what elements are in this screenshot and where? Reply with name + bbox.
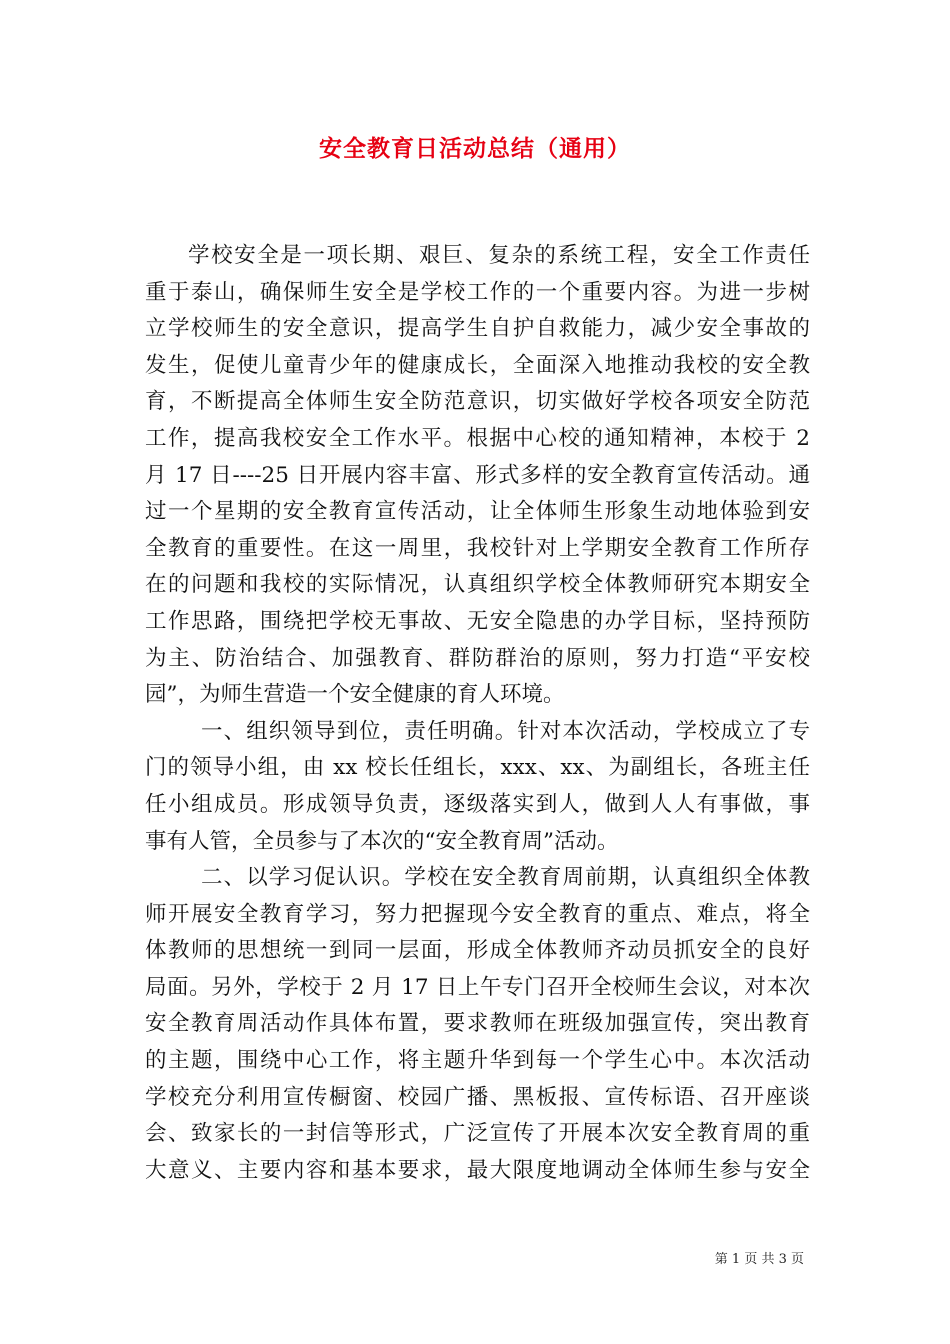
text-line: 二、以学习促认识。学校在安全教育周前期，认真组织全体教	[201, 865, 810, 891]
text-line: 在的问题和我校的实际情况，认真组织学校全体教师研究本期安全	[145, 572, 810, 598]
text-line: 过一个星期的安全教育宣传活动，让全体师生形象生动地体验到安	[145, 499, 810, 525]
text-line: 为主、防治结合、加强教育、群防群治的原则，努力打造“平安校	[145, 645, 810, 671]
text-line: 学校充分利用宣传橱窗、校园广播、黑板报、宣传标语、召开座谈	[145, 1084, 810, 1110]
text-line: 会、致家长的一封信等形式，广泛宣传了开展本次安全教育周的重	[145, 1121, 810, 1147]
text-line: 门的领导小组，由 xx 校长任组长，xxx、xx、为副组长，各班主任	[145, 755, 810, 781]
text-line: 育，不断提高全体师生安全防范意识，切实做好学校各项安全防范	[145, 389, 810, 415]
text-line: 全教育的重要性。在这一周里，我校针对上学期安全教育工作所存	[145, 535, 810, 561]
text-line: 的主题，围绕中心工作，将主题升华到每一个学生心中。本次活动	[145, 1048, 810, 1074]
text-line: 工作，提高我校安全工作水平。根据中心校的通知精神，本校于 2	[145, 425, 810, 451]
text-line: 月 17 日----25 日开展内容丰富、形式多样的安全教育宣传活动。通	[145, 462, 810, 488]
text-line: 重于泰山，确保师生安全是学校工作的一个重要内容。为进一步树	[145, 279, 810, 305]
text-line: 一、组织领导到位，责任明确。针对本次活动，学校成立了专	[201, 718, 810, 744]
text-line: 安全教育周活动作具体布置，要求教师在班级加强宣传，突出教育	[145, 1011, 810, 1037]
text-line: 学校安全是一项长期、艰巨、复杂的系统工程，安全工作责任	[188, 243, 810, 268]
document-body	[145, 238, 810, 1189]
text-line: 大意义、主要内容和基本要求，最大限度地调动全体师生参与安全	[145, 1157, 810, 1183]
text-line: 事有人管，全员参与了本次的“安全教育周”活动。	[145, 828, 619, 854]
text-line: 体教师的思想统一到同一层面，形成全体教师齐动员抓安全的良好	[145, 938, 810, 964]
page-number: 第 1 页 共 3 页	[714, 1252, 804, 1267]
text-line: 任小组成员。形成领导负责，逐级落实到人，做到人人有事做，事	[145, 791, 810, 817]
text-line: 园”，为师生营造一个安全健康的育人环境。	[145, 682, 565, 708]
text-line: 师开展安全教育学习，努力把握现今安全教育的重点、难点，将全	[145, 901, 810, 927]
text-line: 局面。另外，学校于 2 月 17 日上午专门召开全校师生会议，对本次	[145, 974, 810, 1000]
text-line: 发生，促使儿童青少年的健康成长，全面深入地推动我校的安全教	[145, 352, 810, 378]
document-title: 安全教育日活动总结（通用）	[319, 135, 631, 162]
text-line: 立学校师生的安全意识，提高学生自护自救能力，减少安全事故的	[145, 316, 810, 342]
text-line: 工作思路，围绕把学校无事故、无安全隐患的办学目标，坚持预防	[145, 608, 810, 634]
